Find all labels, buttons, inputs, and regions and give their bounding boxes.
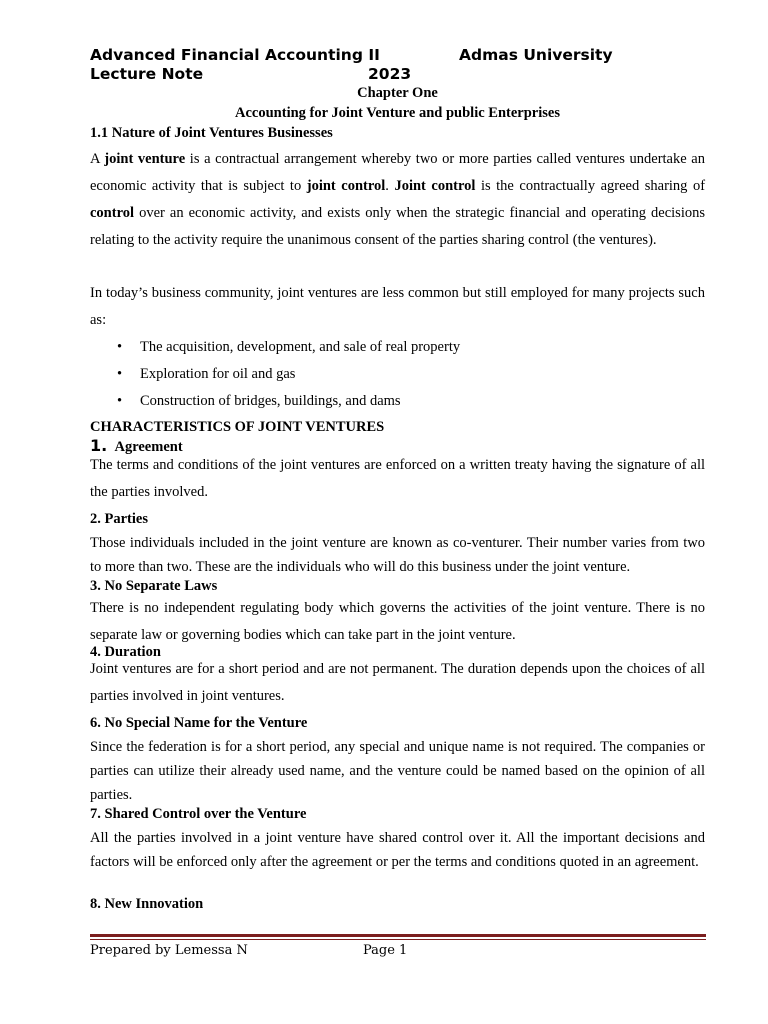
footer-rule-thick xyxy=(90,934,706,937)
footer-author: Prepared by Lemessa N xyxy=(90,943,248,958)
chapter-title: Accounting for Joint Venture and public Enterprises xyxy=(235,105,560,121)
term-control: control xyxy=(90,205,135,221)
char-parties-text: Those individuals included in the joint venture are known as co-venturer. Their number varies from two to more than two. These are the individuals who will do this business under the joint venture. xyxy=(90,535,705,575)
char-parties-heading: 2. Parties xyxy=(90,511,148,527)
list-item: • Construction of bridges, buildings, and dams xyxy=(90,388,705,415)
char-no-special-name-text: Since the federation is for a short period, any special and unique name is not required. The companies or parties can utilize their already used name, and the venture could be named based on the opinion of all parties. xyxy=(90,739,705,803)
header-doc-type: Lecture Note xyxy=(90,65,204,83)
char-no-special-name-heading: 6. No Special Name for the Venture xyxy=(90,715,308,731)
list-item: • Exploration for oil and gas xyxy=(90,361,705,388)
term-joint-venture: joint venture xyxy=(104,151,186,167)
section-title: 1.1 Nature of Joint Ventures Businesses xyxy=(90,125,333,141)
intro-paragraph: A joint venture is a contractual arrangement whereby two or more parties called ventures undertake an economic activity that is subject to joint control. Joint control is the contractually agreed sharing of control over an economic activity, and exists only when the strategic financial and operating decisions relating to the activity require the unanimous consent of the parties sharing control (the ventures). xyxy=(90,151,706,248)
term-joint-control: joint control xyxy=(306,178,386,194)
footer-rule-thin xyxy=(90,939,706,940)
char-no-separate-laws-heading: 3. No Separate Laws xyxy=(90,578,218,594)
char-agreement-heading: 1. Agreement xyxy=(90,436,183,455)
footer-page-number: Page 1 xyxy=(363,943,408,958)
header-university: Admas University xyxy=(459,46,613,64)
project-examples-list xyxy=(90,334,705,415)
char-duration-text: Joint ventures are for a short period and are not permanent. The duration depends upon the choices of all parties involved in joint ventures. xyxy=(90,661,705,704)
char-shared-control-heading: 7. Shared Control over the Venture xyxy=(90,806,307,822)
header-year: 2023 xyxy=(368,65,412,83)
char-agreement-text: The terms and conditions of the joint ventures are enforced on a written treaty having the signature of all the parties involved. xyxy=(90,457,705,500)
char-no-separate-laws-text: There is no independent regulating body which governs the activities of the joint venture. There is no separate law or governing bodies which can take part in the joint venture. xyxy=(90,600,705,643)
char-duration-heading: 4. Duration xyxy=(90,644,161,660)
bullet-icon: • xyxy=(117,393,123,409)
list-item: • The acquisition, development, and sale of real property xyxy=(90,334,705,361)
bullet-icon: • xyxy=(117,339,123,355)
characteristics-heading: CHARACTERISTICS OF JOINT VENTURES xyxy=(90,419,385,435)
char-new-innovation-heading: 8. New Innovation xyxy=(90,896,204,912)
header-course-title: Advanced Financial Accounting II xyxy=(90,46,380,64)
char-shared-control-text: All the parties involved in a joint venture have shared control over it. All the important decisions and factors will be enforced only after the agreement or per the terms and conditions quoted in an agreement. xyxy=(90,830,705,870)
bullet-icon: • xyxy=(117,366,123,382)
chapter-label: Chapter One xyxy=(357,85,438,101)
intro-paragraph-2: In today’s business community, joint ventures are less common but still employed for many projects such as: xyxy=(90,285,705,328)
term-joint-control-2: Joint control xyxy=(394,178,476,194)
